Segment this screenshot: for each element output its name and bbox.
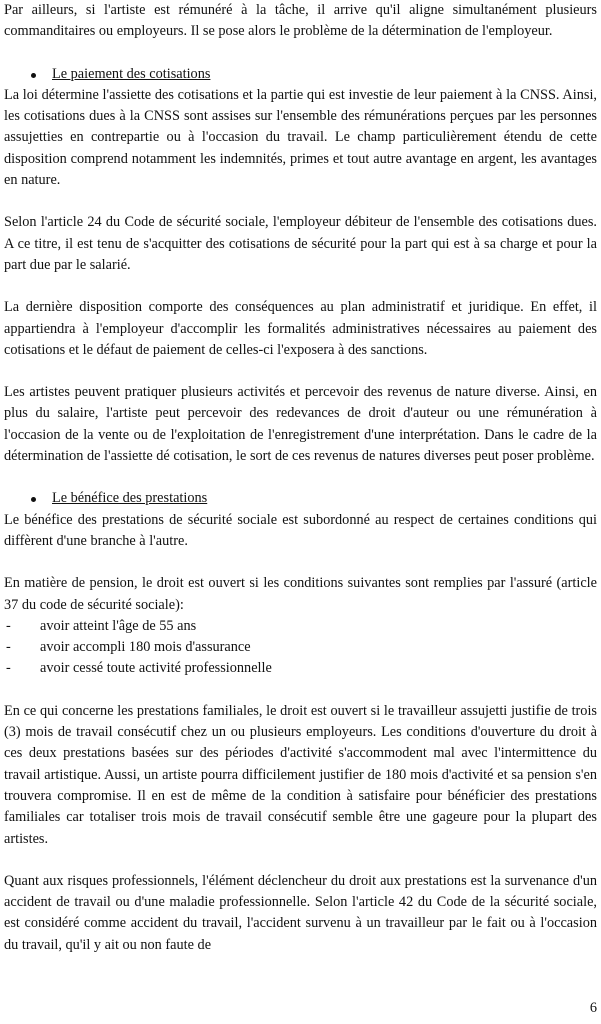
heading-label: Le bénéfice des prestations	[52, 490, 208, 507]
paragraph-family-benefits: En ce qui concerne les prestations familiales, le droit est ouvert si le travailleur assujetti justifie de trois (3) mois de travail consécutif chez un ou plusieurs employeurs. Les conditions d'ouverture du droit à ces deux prestations basées sur des périodes d'activité s'accommodent mal avec l'intermittence du travail artistique. Aussi, un artiste pourra difficilement justifier de 180 mois d'activité et sa pension s'en trouvera compromise. Il en est de même de la condition à satisfaire pour bénéficier des prestations familiales car totaliser trois mois de travail consécutif semble être une gageure pour la plupart des artistes.	[4, 702, 597, 847]
dash-marker: -	[6, 660, 11, 677]
page-number: 6	[589, 1000, 597, 1016]
list-item: - avoir cessé toute activité professionnelle	[4, 658, 597, 679]
pension-conditions-list	[4, 616, 597, 680]
paragraph-artist-revenues: Les artistes peuvent pratiquer plusieurs activités et percevoir des revenus de nature diverse. Ainsi, en plus du salaire, l'artiste peut percevoir des redevances de droit d'auteur ou une rémunération à l'occasion de la vente ou de l'exploitation de l'enregistrement d'une interprétation. Dans le cadre de la détermination de l'assiette dé cotisation, le sort de ces revenus de natures diverses peut poser problème.	[4, 384, 597, 465]
paragraph-pension-conditions: En matière de pension, le droit est ouvert si les conditions suivantes sont remplies par l'assuré (article 37 du code de sécurité sociale):	[4, 575, 597, 613]
heading-label: Le paiement des cotisations	[52, 65, 211, 82]
dash-marker: -	[6, 617, 11, 634]
paragraph-employer-determination: Par ailleurs, si l'artiste est rémunéré à la tâche, il arrive qu'il aligne simultanément plusieurs commanditaires ou employeurs. Il se pose alors le problème de la détermination de l'employeur.	[4, 2, 597, 40]
heading-contributions-payment	[4, 64, 597, 85]
paragraph-article-24: Selon l'article 24 du Code de sécurité sociale, l'employeur débiteur de l'ensemble des cotisations dues. A ce titre, il est tenu de s'acquitter des cotisations de sécurité pour la part qui est à sa charge et pour la part due par le salarié.	[4, 214, 597, 273]
paragraph-consequences: La dernière disposition comporte des conséquences au plan administratif et juridique. En effet, il appartiendra à l'employeur d'accomplir les formalités administratives nécessaires au paiement des cotisations et le défaut de paiement de celles-ci l'exposera à des sanctions.	[4, 299, 597, 358]
list-item: - avoir atteint l'âge de 55 ans	[4, 616, 597, 637]
paragraph-contributions-basis: La loi détermine l'assiette des cotisations et la partie qui est investie de leur paiement à la CNSS. Ainsi, les cotisations dues à la CNSS sont assises sur l'ensemble des rémunérations perçues par les personnes assujetties en contrepartie ou à l'occasion du travail. Le champ particulièrement étendu de cette disposition comprend notamment les indemnités, primes et tout autre avantage en argent, les avantages en nature.	[4, 86, 597, 189]
bullet-icon	[31, 73, 36, 78]
paragraph-benefits-conditions: Le bénéfice des prestations de sécurité sociale est subordonné au respect de certaines conditions qui diffèrent d'une branche à l'autre.	[4, 511, 597, 549]
paragraph-professional-risks: Quant aux risques professionnels, l'élément déclencheur du droit aux prestations est la survenance d'un accident de travail ou d'une maladie professionnelle. Selon l'article 42 du Code de la sécurité sociale, est considéré comme accident du travail, l'accident survenu à un travailleur par le fait ou à l'occasion du travail, qu'il y ait ou non faute de	[4, 872, 597, 953]
dash-marker: -	[6, 639, 11, 656]
document-page	[4, 0, 597, 956]
heading-benefits	[4, 488, 597, 509]
bullet-icon	[31, 497, 36, 502]
list-item: - avoir accompli 180 mois d'assurance	[4, 637, 597, 658]
